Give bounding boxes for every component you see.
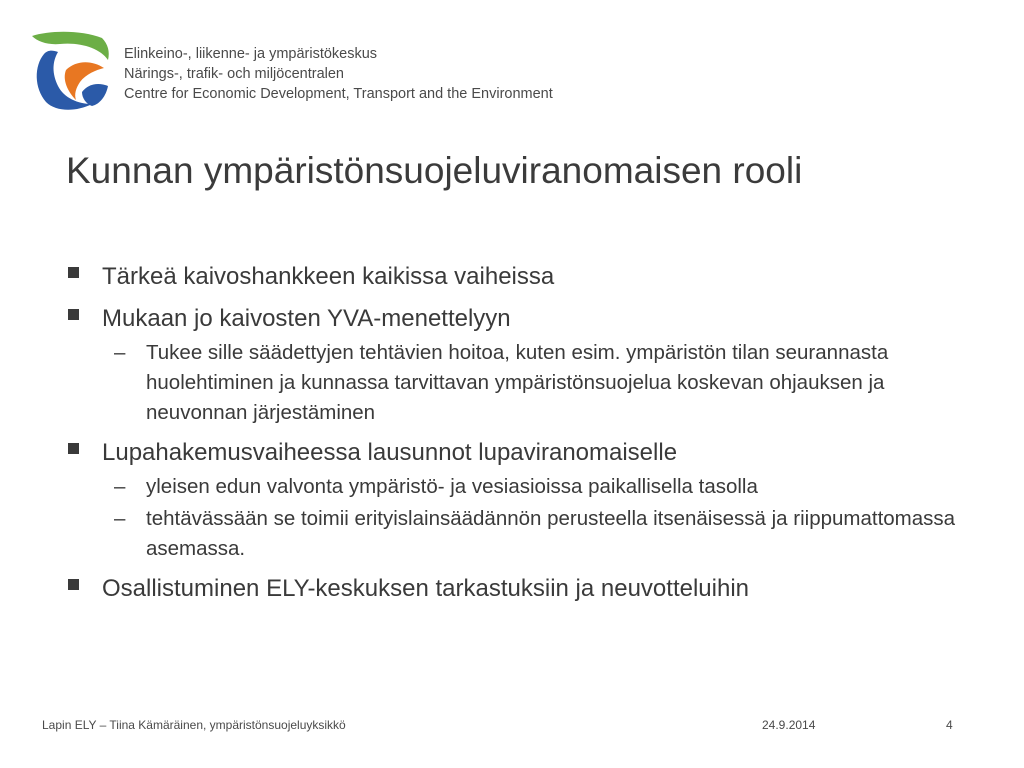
- square-bullet-icon: [68, 309, 79, 320]
- sub-bullet-text: yleisen edun valvonta ympäristö- ja vesiasioissa paikallisella tasolla: [146, 475, 758, 498]
- bullet-text: Lupahakemusvaiheessa lausunnot lupaviranomaiselle: [102, 439, 678, 466]
- slide-title: Kunnan ympäristönsuojeluviranomaisen rooli: [66, 150, 803, 191]
- sub-bullet-text: Tukee sille säädettyjen tehtävien hoitoa, kuten esim. ympäristön tilan seurannasta huolehtiminen ja kunnassa tarvittavan ympäristönsuojelua koskevan ohjauksen ja neuvonnan järjestäminen: [146, 341, 889, 424]
- org-name-english: Centre for Economic Development, Transport and the Environment: [124, 86, 553, 102]
- dash-bullet: –: [114, 341, 126, 364]
- ely-centre-logo-icon: [30, 30, 110, 112]
- dash-bullet: –: [114, 507, 126, 530]
- square-bullet-icon: [68, 579, 79, 590]
- sub-bullet-item: [66, 472, 966, 502]
- bullet-text: Osallistuminen ELY-keskuksen tarkastuksiin ja neuvotteluihin: [102, 575, 750, 602]
- slide-content: [66, 262, 966, 616]
- bullet-item: [66, 262, 966, 292]
- sub-bullet-item: [66, 504, 966, 564]
- footer-date: 24.9.2014: [762, 718, 816, 732]
- org-name-swedish: Närings-, trafik- och miljöcentralen: [124, 66, 344, 82]
- footer-page-number: 4: [946, 718, 953, 732]
- bullet-text: Tärkeä kaivoshankkeen kaikissa vaiheissa: [102, 263, 555, 290]
- square-bullet-icon: [68, 443, 79, 454]
- sub-bullet-text: tehtävässään se toimii erityislainsäädännön perusteella itsenäisessä ja riippumattomassa asemassa.: [146, 507, 956, 560]
- bullet-text: Mukaan jo kaivosten YVA-menettelyyn: [102, 305, 511, 332]
- footer-author: Lapin ELY – Tiina Kämäräinen, ympäristönsuojeluyksikkö: [42, 718, 346, 732]
- bullet-item: [66, 574, 966, 604]
- dash-bullet: –: [114, 475, 126, 498]
- organization-names: [124, 44, 553, 104]
- square-bullet-icon: [68, 267, 79, 278]
- sub-bullet-item: [66, 338, 966, 428]
- org-name-finnish: Elinkeino-, liikenne- ja ympäristökeskus: [124, 46, 378, 62]
- bullet-item: [66, 438, 966, 468]
- bullet-item: [66, 304, 966, 334]
